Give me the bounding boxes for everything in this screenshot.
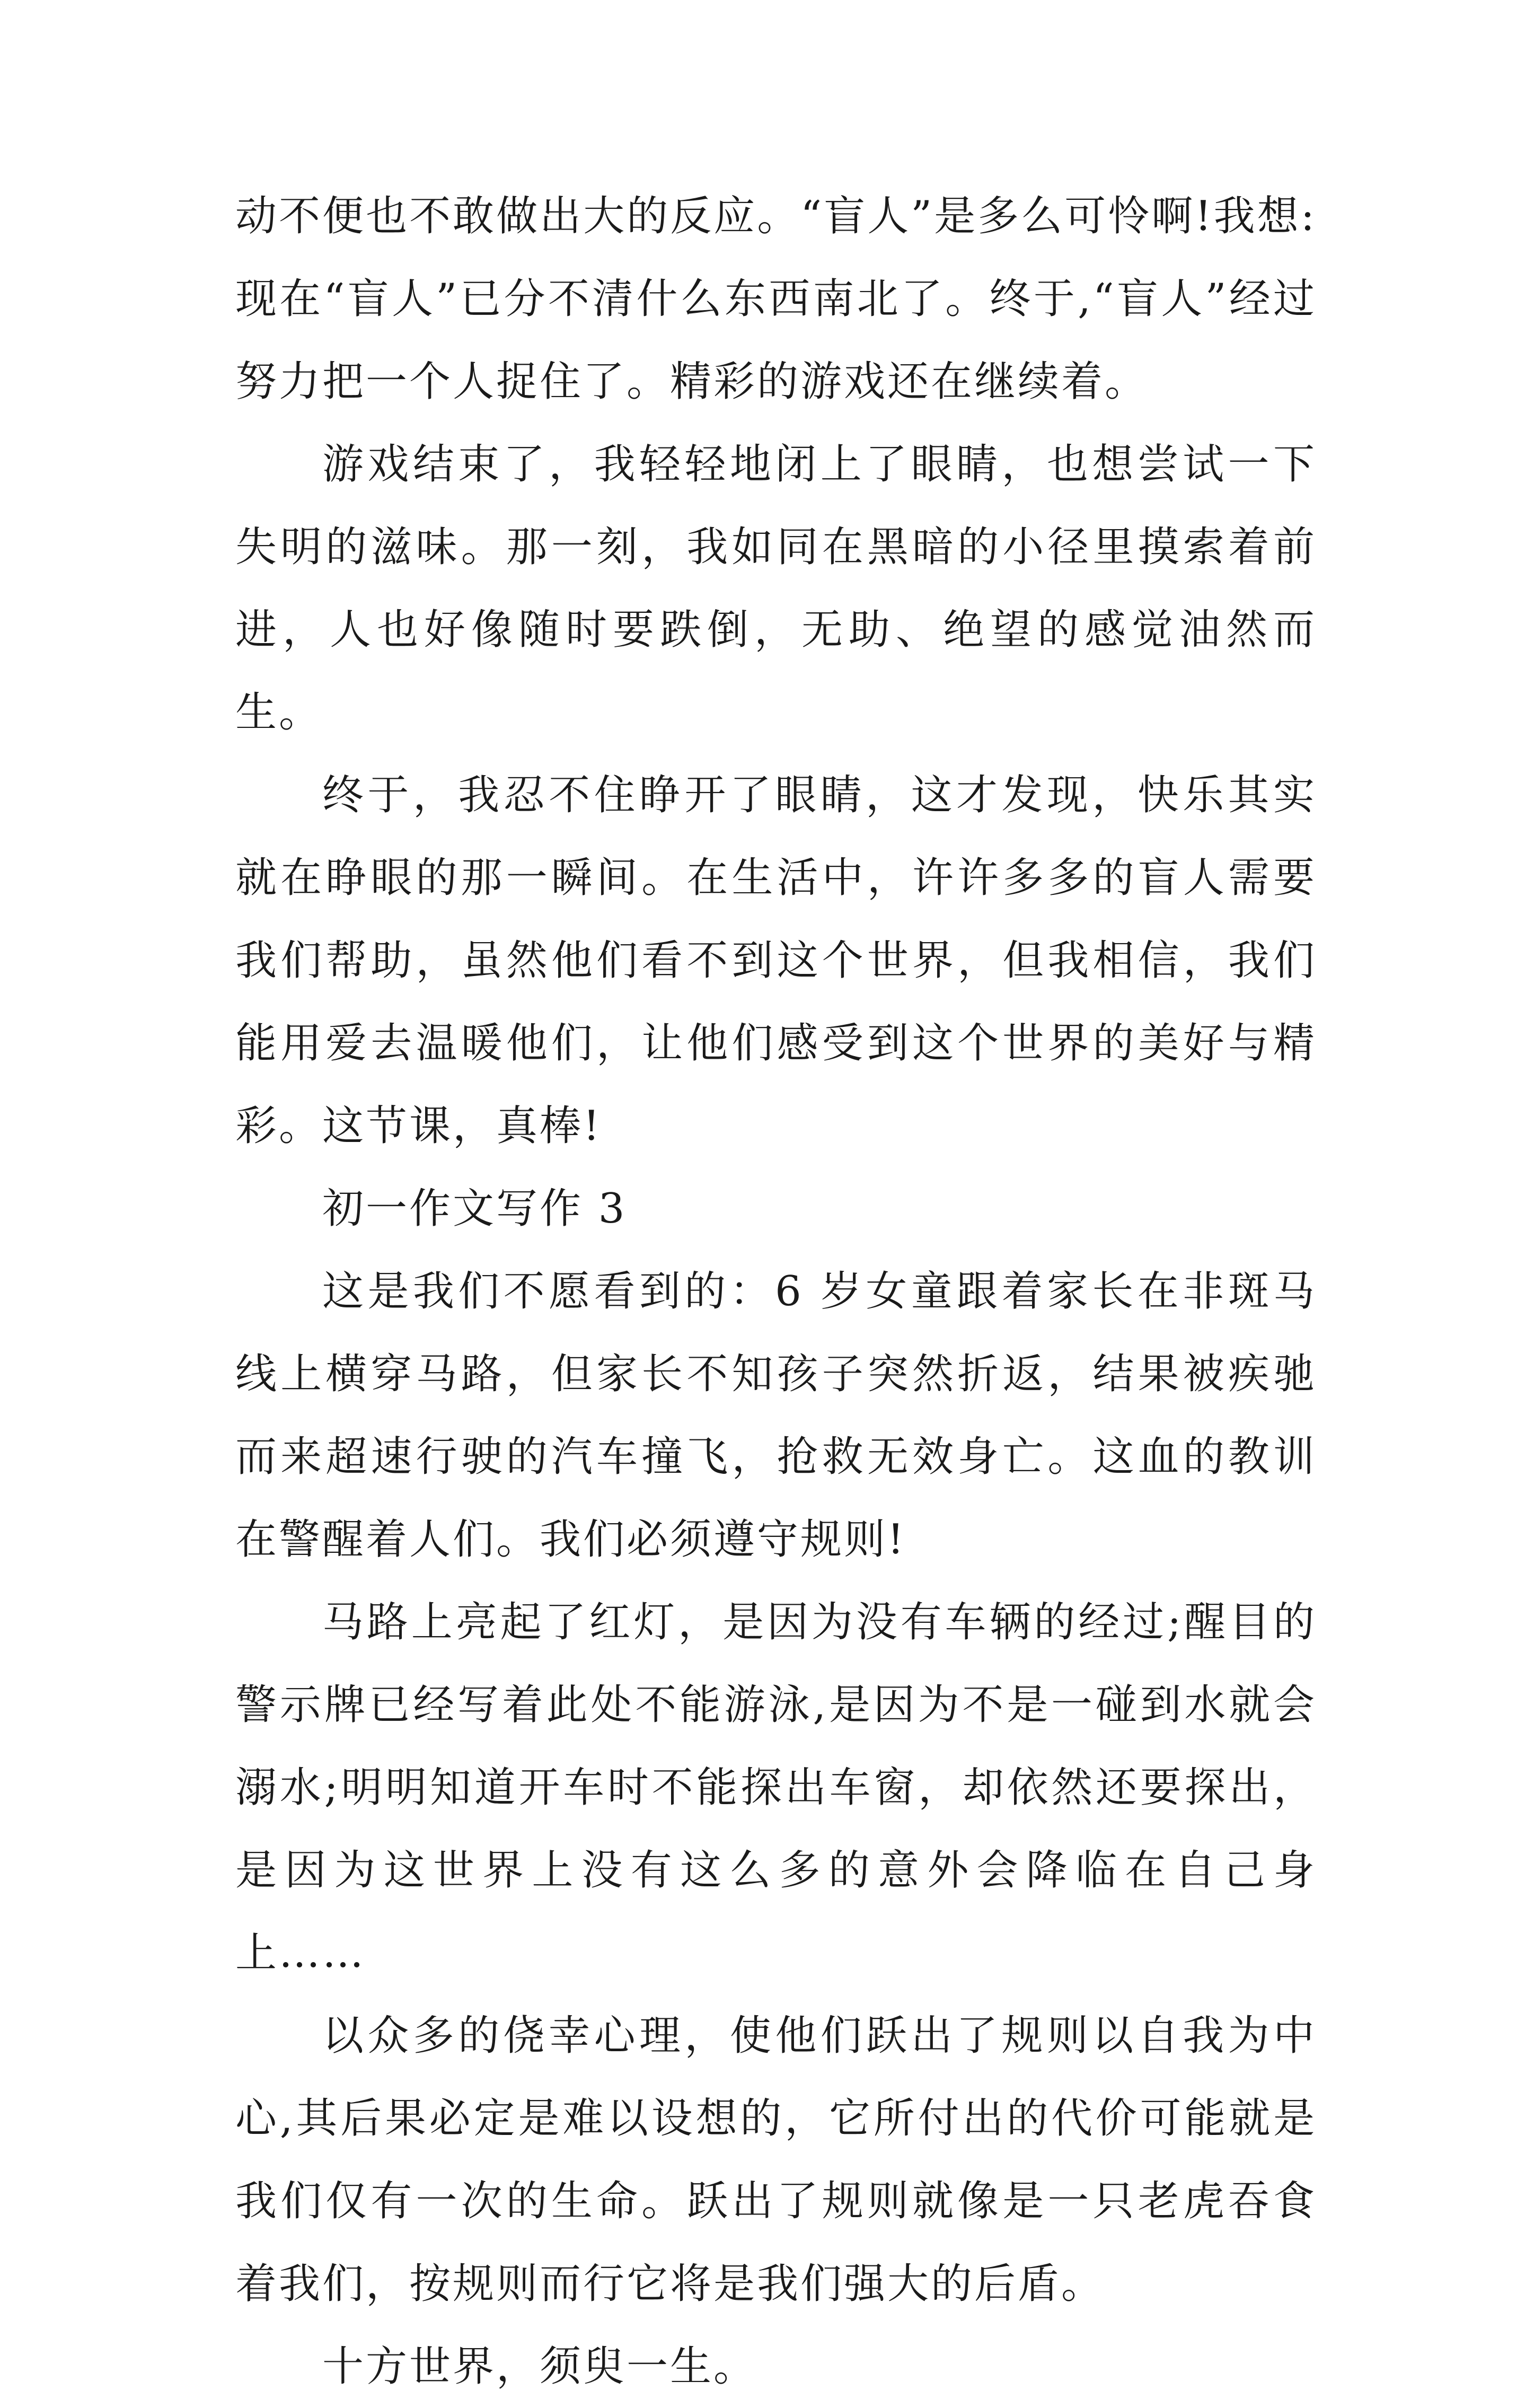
paragraph-7: 十方世界，须臾一生。 [322, 2343, 757, 2391]
paragraph-1: 动不便也不敢做出大的反应。“盲人”是多么可怜啊!我想:现在“盲人”已分不清什么东西南北了。终于,“盲人”经过努力把一个人捉住了。精彩的游戏还在继续着。 [235, 192, 1317, 406]
paragraph-3: 终于，我忍不住睁开了眼睛，这才发现，快乐其实就在睁眼的那一瞬间。在生活中，许许多多的盲人需要我们帮助，虽然他们看不到这个世界，但我相信，我们能用爱去温暖他们，让他们感受到这个世界的美好与精彩。这节课，真棒! [235, 771, 1317, 1150]
section-title: 初一作文写作 3 [322, 1185, 627, 1233]
document-body [235, 175, 1317, 2408]
paragraph-6: 以众多的侥幸心理，使他们跃出了规则以自我为中心,其后果必定是难以设想的，它所付出的代价可能就是我们仅有一次的生命。跃出了规则就像是一只老虎吞食着我们，按规则而行它将是我们强大的后盾。 [235, 2012, 1317, 2308]
paragraph-4: 这是我们不愿看到的：6 岁女童跟着家长在非斑马线上横穿马路，但家长不知孩子突然折返，结果被疾驰而来超速行驶的汽车撞飞，抢救无效身亡。这血的教训在警醒着人们。我们必须遵守规则! [235, 1268, 1317, 1563]
paragraph-5: 马路上亮起了红灯，是因为没有车辆的经过;醒目的警示牌已经写着此处不能游泳,是因为不是一碰到水就会溺水;明明知道开车时不能探出车窗，却依然还要探出，是因为这世界上没有这么多的意外会降临在自己身上…… [235, 1598, 1317, 1977]
paragraph-2: 游戏结束了，我轻轻地闭上了眼睛，也想尝试一下失明的滋味。那一刻，我如同在黑暗的小径里摸索着前进，人也好像随时要跌倒，无助、绝望的感觉油然而生。 [235, 441, 1317, 736]
